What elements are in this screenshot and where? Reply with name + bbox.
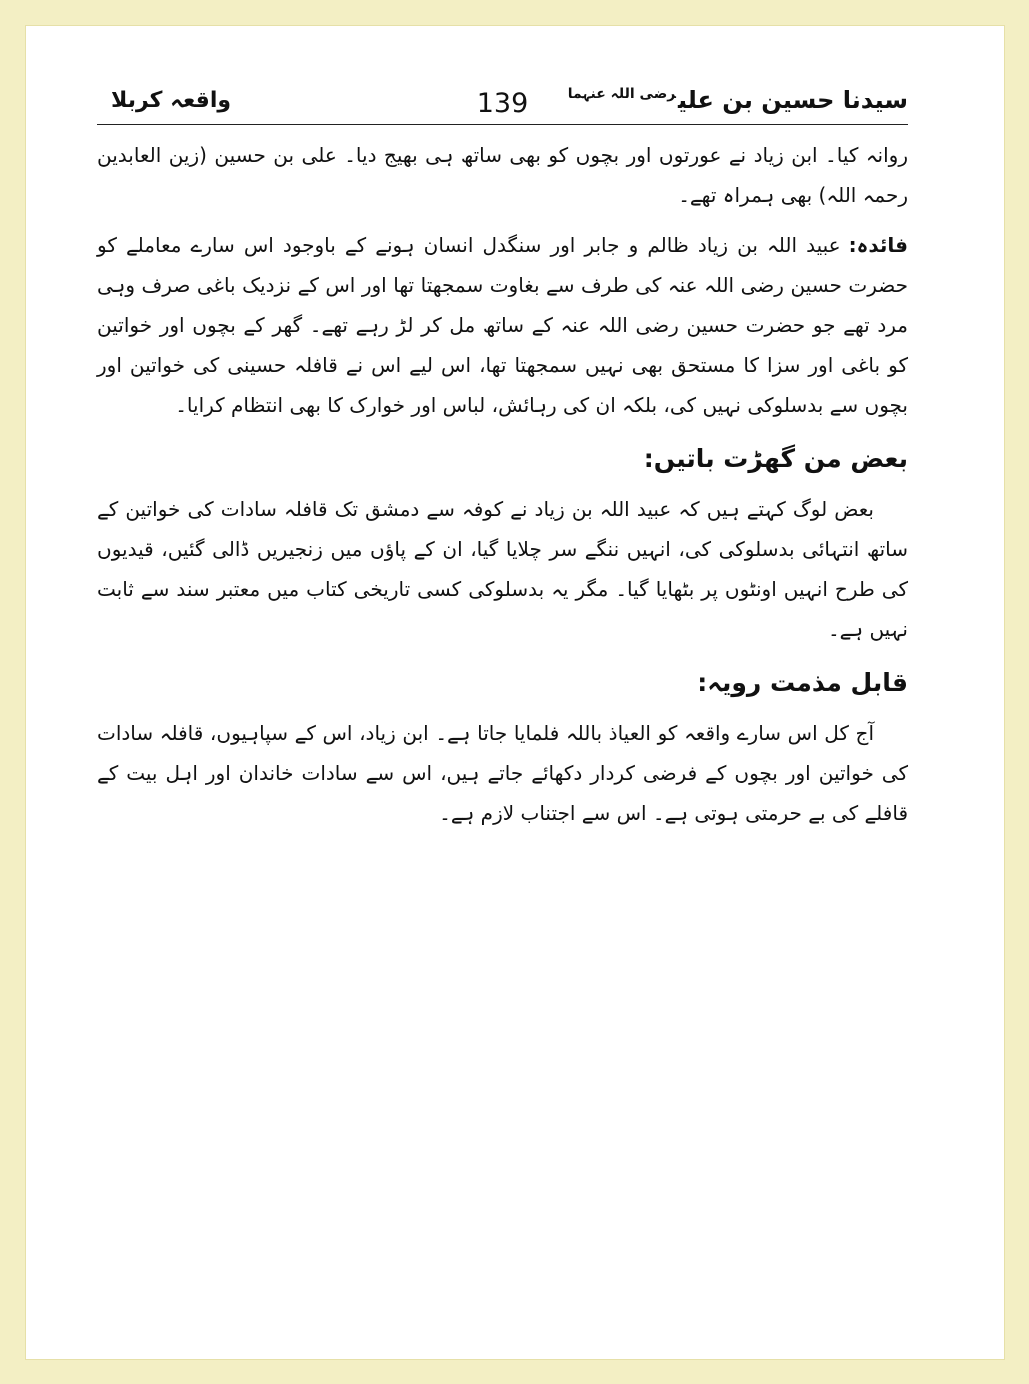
faida-label: فائدہ: [848, 233, 908, 257]
page-number: 139 [476, 88, 529, 119]
section-body-fabricated-claims: بعض لوگ کہتے ہیں کہ عبید اللہ بن زیاد نے کوفہ سے دمشق تک قافلہ سادات کی خواتین کے ساتھ انتہائی بدسلوکی کی، انہیں ننگے سر چلایا گیا، ان کے پاؤں میں زنجیریں ڈالی گئیں، قیدیوں کی طرح انہیں اونٹوں پر بٹھایا گیا۔ مگر یہ بدسلوکی کسی تاریخی کتاب میں معتبر سند سے ثابت نہیں ہے۔ [97, 497, 908, 641]
section-heading-fabricated-claims: بعض من گھڑت باتیں: [643, 444, 908, 473]
running-header [97, 70, 908, 125]
section-body-condemnable-attitude: آج کل اس سارے واقعہ کو العیاذ باللہ فلمایا جاتا ہے۔ ابن زیاد، اس کے سپاہیوں، قافلہ سادات کی خواتین اور بچوں کے فرضی کردار دکھائے جاتے ہیں، اس سے سادات خاندان اور اہل بیت کے قافلے کی بے حرمتی ہوتی ہے۔ اس سے اجتناب لازم ہے۔ [97, 721, 908, 825]
book-title-text: سیدنا حسین بن علی [677, 86, 908, 114]
chapter-title: واقعہ کربلا [111, 88, 232, 113]
intro-paragraph: روانہ کیا۔ ابن زیاد نے عورتوں اور بچوں کو بھی ساتھ ہی بھیج دیا۔ علی بن حسین (زین العابدین رحمہ اللہ) بھی ہمراہ تھے۔ [97, 143, 908, 207]
honorific-text: رضی اللہ عنہما [567, 86, 676, 102]
page-content [97, 70, 908, 833]
faida-paragraph [97, 225, 908, 425]
section-heading-condemnable-attitude: قابل مذمت رویہ: [697, 668, 908, 697]
faida-text: عبید اللہ بن زیاد ظالم و جابر اور سنگدل انسان ہونے کے باوجود اس سارے معاملے کو حضرت حسین رضی اللہ عنہ کی طرف سے بغاوت سمجھتا تھا اور اس کے نزدیک باغی صرف وہی مرد تھے جو حضرت حسین رضی اللہ عنہ کے ساتھ مل کر لڑ رہے تھے۔ گھر کے بچوں اور خواتین کو باغی اور سزا کا مستحق بھی نہیں سمجھتا تھا، اس لیے اس نے قافلہ حسینی کی خواتین اور بچوں سے بدسلوکی نہیں کی، بلکہ ان کی رہائش، لباس اور خوارک کا بھی انتظام کرایا۔ [97, 233, 908, 417]
